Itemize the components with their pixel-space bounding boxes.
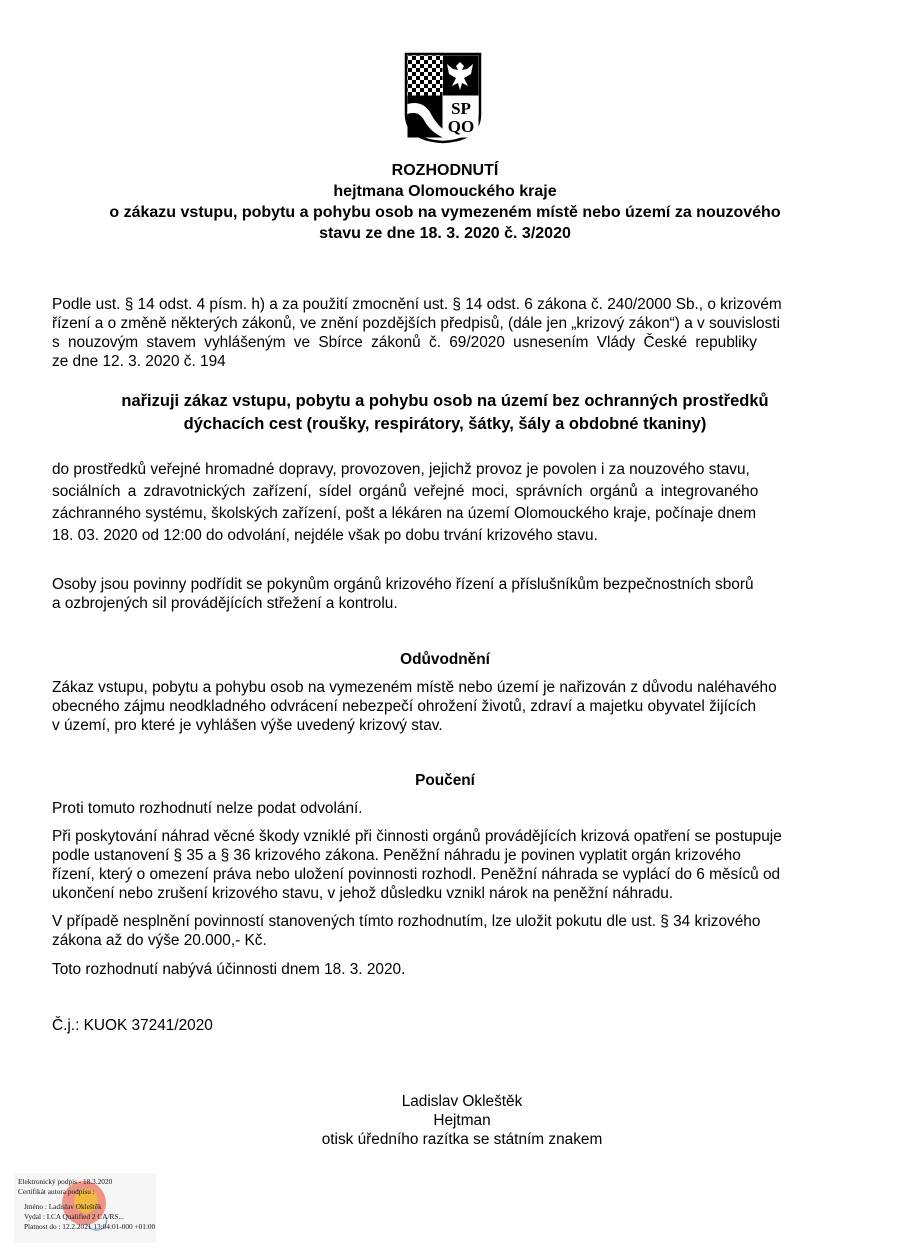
document-title [52, 160, 838, 244]
order-heading [52, 390, 838, 436]
reasoning-line-3: v území, pro které je vyhlášen výše uvedený krizový stav. [52, 717, 443, 734]
instruction-p2-line-4: ukončení nebo zrušení krizového stavu, v jehož důsledku vznikl nárok na peněžní náhradu. [52, 885, 674, 902]
signatory-role: Hejtman [433, 1112, 491, 1129]
scope-line-3: záchranného systému, školských zařízení, pošt a lékáren na území Olomouckého kraje, počínaje dnem [52, 505, 757, 522]
reasoning-line-2: obecného zájmu neodkladného odvrácení nebezpečí ohrožení životů, zdraví a majetku obyvatel žijících [52, 698, 757, 715]
scope-line-1: do prostředků veřejné hromadné dopravy, provozoven, jejichž provoz je povolen i za nouzového stavu, [52, 461, 750, 478]
intro-line-1: Podle ust. § 14 odst. 4 písm. h) a za použití zmocnění ust. § 14 odst. 6 zákona č. 240/2000 Sb., o krizovém [52, 296, 782, 313]
esign-text [18, 1177, 156, 1232]
instruction-p1: Proti tomuto rozhodnutí nelze podat odvolání. [52, 800, 363, 817]
intro-line-2: řízení a o změně některých zákonů, ve znění pozdějších předpisů, (dále jen „krizový zákon“) a v souvislosti [52, 315, 780, 332]
intro-line-4: ze dne 12. 3. 2020 č. 194 [52, 353, 226, 370]
signatory-name: Ladislav Okleštěk [401, 1093, 523, 1110]
reasoning-paragraph [52, 678, 838, 735]
instruction-p2-line-2: podle ustanovení § 35 a § 36 krizového zákona. Peněžní náhradu je povinen vyplatit orgán krizového [52, 847, 741, 864]
instruction-p2-line-1: Při poskytování náhrad věcné škody vzniklé při činnosti orgánů provádějících krizová opatření se postupuje [52, 828, 782, 845]
svg-text:SP: SP [451, 99, 471, 118]
esign-line-5: Platnost do : 12.2.2021 13:04:01-000 +01:00 [24, 1222, 156, 1231]
esign-line-3: Jméno : Ladislav Okleštěk [24, 1202, 102, 1211]
esign-line-2: Certifikát autora podpisu : [18, 1187, 95, 1196]
reference-number: Č.j.: KUOK 37241/2020 [52, 1017, 213, 1034]
intro-paragraph [52, 295, 838, 371]
instruction-p3-line-2: zákona až do výše 20.000,- Kč. [52, 932, 267, 949]
esign-line-1: Elektronický podpis - 18.3.2020 [18, 1177, 113, 1186]
scope-line-4: 18. 03. 2020 od 12:00 do odvolání, nejdéle však po dobu trvání krizového stavu. [52, 527, 598, 544]
instruction-p4: Toto rozhodnutí nabývá účinnosti dnem 18. 3. 2020. [52, 961, 406, 978]
title-line-2: hejtmana Olomouckého kraje [333, 183, 557, 200]
signature-block [262, 1092, 662, 1149]
reasoning-line-1: Zákaz vstupu, pobytu a pohybu osob na vymezeném místě nebo území je nařizován z důvodu naléhavého [52, 679, 777, 696]
scope-paragraph [52, 459, 838, 547]
esign-line-4: Vydal : I.CA Qualified 2 CA/RS... [24, 1212, 124, 1221]
instruction-p3 [52, 912, 838, 950]
duty-line-1: Osoby jsou povinny podřídit se pokynům orgánů krizového řízení a příslušníkům bezpečnostních sborů [52, 576, 754, 593]
scope-line-2: sociálních a zdravotnických zařízení, sídel orgánů veřejné moci, správních orgánů a integrovaného [52, 483, 759, 500]
title-line-1: ROZHODNUTÍ [391, 162, 499, 179]
instruction-heading: Poučení [415, 772, 475, 789]
coat-of-arms-logo [404, 52, 482, 144]
title-line-3: o zákazu vstupu, pobytu a pohybu osob na vymezeném místě nebo území za nouzového [109, 204, 781, 221]
title-line-4: stavu ze dne 18. 3. 2020 č. 3/2020 [319, 225, 571, 242]
stamp-note: otisk úředního razítka se státním znakem [321, 1131, 603, 1148]
order-line-2: dýchacích cest (roušky, respirátory, šátky, šály a obdobné tkaniny) [183, 415, 707, 433]
instruction-p3-line-1: V případě nesplnění povinností stanovených tímto rozhodnutím, lze uložit pokutu dle ust. § 34 krizového [52, 913, 761, 930]
duty-paragraph [52, 575, 838, 613]
intro-line-3: s nouzovým stavem vyhlášeným ve Sbírce zákonů č. 69/2020 usnesením Vlády České republiky [52, 334, 757, 351]
reasoning-heading: Odůvodnění [400, 651, 490, 668]
electronic-signature-box [14, 1173, 156, 1243]
duty-line-2: a ozbrojených sil provádějících střežení a kontrolu. [52, 595, 398, 612]
order-line-1: nařizuji zákaz vstupu, pobytu a pohybu osob na území bez ochranných prostředků [121, 392, 769, 410]
instruction-p2-line-3: řízení, který o omezení práva nebo uložení povinnosti rozhodl. Peněžní náhrada se vyplácí do 6 měsíců od [52, 866, 781, 883]
svg-text:QO: QO [447, 117, 475, 136]
instruction-p2 [52, 827, 838, 903]
